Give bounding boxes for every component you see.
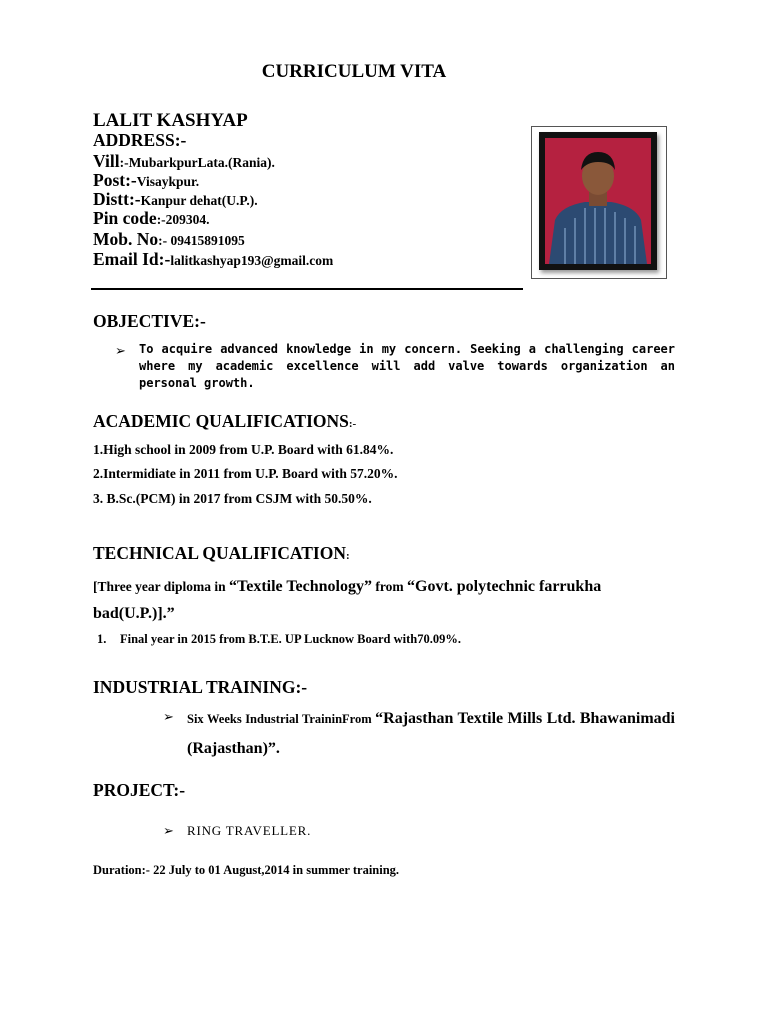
project-item: RING TRAVELLER. bbox=[187, 823, 312, 838]
academic-heading bbox=[93, 411, 356, 432]
address-vill bbox=[93, 151, 275, 172]
vill-value: :-MubarkpurLata.(Rania). bbox=[119, 155, 275, 170]
distt-label: Distt:- bbox=[93, 189, 141, 209]
project-bullet-icon: ➢ bbox=[163, 823, 174, 838]
training-text bbox=[187, 704, 675, 764]
email-value: lalitkashyap193@gmail.com bbox=[170, 253, 334, 268]
mob-label: Mob. No bbox=[93, 229, 159, 249]
technical-heading-suffix: : bbox=[345, 550, 350, 562]
project-duration: Duration:- 22 July to 01 August,2014 in summer training. bbox=[93, 863, 400, 877]
diploma-part-1: [Three year diploma in bbox=[93, 579, 230, 594]
training-part-1: Six Weeks Industrial TraininFrom bbox=[187, 712, 376, 726]
person-portrait-icon bbox=[545, 138, 651, 264]
academic-item: 2.Intermidiate in 2011 from U.P. Board with 57.20%. bbox=[93, 466, 398, 481]
objective-text: To acquire advanced knowledge in my concern. Seeking a challenging career where my academic excellence will add valve towards organization an personal growth. bbox=[139, 342, 675, 390]
technical-heading-text: TECHNICAL QUALIFICATION bbox=[93, 543, 346, 563]
technical-diploma bbox=[93, 573, 678, 627]
diploma-part-3: from bbox=[372, 579, 407, 594]
vill-label: Vill bbox=[93, 151, 120, 171]
profile-photo bbox=[531, 126, 667, 279]
project-heading: PROJECT:- bbox=[93, 780, 186, 800]
photo-image bbox=[545, 138, 651, 264]
mob-value: :- 09415891095 bbox=[158, 233, 245, 248]
technical-heading bbox=[93, 543, 350, 564]
address-pin bbox=[93, 208, 210, 229]
candidate-name: LALIT KASHYAP bbox=[93, 110, 248, 131]
training-company: “Rajasthan Textile Mills Ltd. Bhawanimadi (Rajasthan)”. bbox=[187, 710, 675, 757]
technical-item-text: Final year in 2015 from B.T.E. UP Lucknow Board with70.09%. bbox=[120, 632, 462, 646]
address-mobile bbox=[93, 229, 245, 250]
training-heading: INDUSTRIAL TRAINING:- bbox=[93, 677, 308, 697]
address-distt bbox=[93, 189, 258, 210]
academic-heading-text: ACADEMIC QUALIFICATIONS bbox=[93, 411, 349, 431]
training-bullet-icon: ➢ bbox=[163, 709, 174, 724]
post-value: Visaykpur. bbox=[136, 174, 200, 189]
header-divider bbox=[91, 288, 523, 290]
objective-bullet-icon: ➢ bbox=[115, 343, 126, 358]
pin-label: Pin code bbox=[93, 208, 157, 228]
diploma-institute: “Govt. polytechnic farrukha bad(U.P.)].” bbox=[93, 578, 602, 622]
distt-value: Kanpur dehat(U.P.). bbox=[140, 193, 258, 208]
academic-item: 3. B.Sc.(PCM) in 2017 from CSJM with 50.50%. bbox=[93, 491, 372, 506]
document-title: CURRICULUM VITA bbox=[261, 61, 447, 82]
diploma-course: “Textile Technology” bbox=[229, 578, 372, 595]
objective-heading: OBJECTIVE:- bbox=[93, 311, 206, 331]
photo-border bbox=[539, 132, 657, 270]
post-label: Post:- bbox=[93, 170, 137, 190]
academic-item: 1.High school in 2009 from U.P. Board with 61.84%. bbox=[93, 442, 394, 457]
address-post bbox=[93, 170, 199, 191]
technical-item bbox=[97, 632, 461, 647]
address-heading: ADDRESS:- bbox=[93, 130, 187, 150]
pin-value: :-209304. bbox=[156, 212, 210, 227]
email-label: Email Id:- bbox=[93, 249, 171, 269]
address-email bbox=[93, 249, 333, 270]
technical-item-number: 1. bbox=[97, 632, 107, 646]
academic-heading-suffix: :- bbox=[348, 418, 357, 430]
